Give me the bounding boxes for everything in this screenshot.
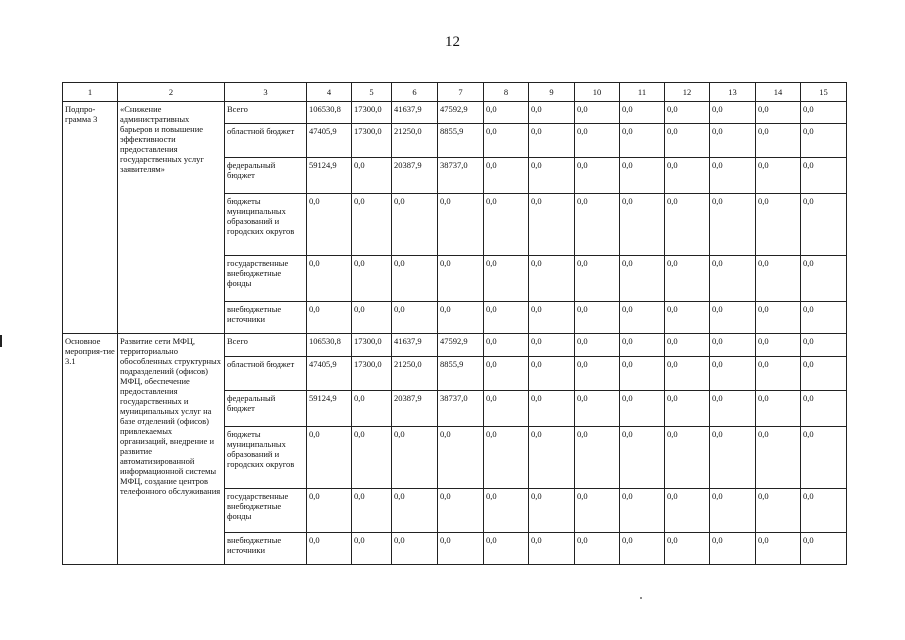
- value-cell: 0,0: [710, 194, 756, 256]
- header-cell: 4: [307, 83, 352, 102]
- value-cell: 0,0: [529, 158, 575, 194]
- value-cell: 0,0: [710, 391, 756, 427]
- value-cell: 59124,9: [307, 158, 352, 194]
- value-cell: 0,0: [529, 334, 575, 357]
- value-cell: 0,0: [801, 158, 847, 194]
- header-cell: 14: [756, 83, 801, 102]
- value-cell: 17300,0: [352, 334, 392, 357]
- value-cell: 0,0: [575, 533, 620, 565]
- value-cell: 0,0: [665, 427, 710, 489]
- value-cell: 0,0: [484, 194, 529, 256]
- value-cell: 38737,0: [438, 158, 484, 194]
- value-cell: 0,0: [352, 158, 392, 194]
- value-cell: 0,0: [484, 124, 529, 158]
- header-cell: 3: [225, 83, 307, 102]
- value-cell: 0,0: [801, 489, 847, 533]
- funding-source-cell: федеральный бюджет: [225, 391, 307, 427]
- value-cell: 0,0: [756, 357, 801, 391]
- value-cell: 0,0: [575, 427, 620, 489]
- value-cell: 0,0: [620, 533, 665, 565]
- value-cell: 0,0: [352, 391, 392, 427]
- header-cell: 11: [620, 83, 665, 102]
- value-cell: 0,0: [575, 102, 620, 124]
- header-cell: 9: [529, 83, 575, 102]
- value-cell: 0,0: [575, 194, 620, 256]
- funding-source-cell: государственные внебюджетные фонды: [225, 489, 307, 533]
- value-cell: 17300,0: [352, 102, 392, 124]
- value-cell: 0,0: [352, 302, 392, 334]
- value-cell: 0,0: [801, 102, 847, 124]
- header-cell: 8: [484, 83, 529, 102]
- subprogram-name-cell: Основное мероприя-тие 3.1: [63, 334, 118, 565]
- value-cell: 0,0: [801, 391, 847, 427]
- value-cell: 21250,0: [392, 124, 438, 158]
- funding-source-cell: внебюджетные источники: [225, 302, 307, 334]
- funding-source-cell: областной бюджет: [225, 124, 307, 158]
- header-cell: 15: [801, 83, 847, 102]
- value-cell: 0,0: [756, 158, 801, 194]
- value-cell: 0,0: [352, 194, 392, 256]
- value-cell: 0,0: [529, 357, 575, 391]
- funding-source-cell: государственные внебюджетные фонды: [225, 256, 307, 302]
- value-cell: 0,0: [392, 256, 438, 302]
- measure-description-cell: «Снижение административных барьеров и повышение эффективности предоставления государственных услуг заявителям»: [118, 102, 225, 334]
- value-cell: 0,0: [710, 256, 756, 302]
- value-cell: 0,0: [307, 489, 352, 533]
- value-cell: 8855,9: [438, 124, 484, 158]
- funding-source-cell: федеральный бюджет: [225, 158, 307, 194]
- value-cell: 0,0: [665, 194, 710, 256]
- value-cell: 0,0: [665, 357, 710, 391]
- value-cell: 20387,9: [392, 391, 438, 427]
- value-cell: 0,0: [575, 334, 620, 357]
- header-row: [63, 83, 847, 102]
- value-cell: 0,0: [352, 427, 392, 489]
- budget-table: [62, 82, 847, 565]
- header-cell: 6: [392, 83, 438, 102]
- value-cell: 59124,9: [307, 391, 352, 427]
- value-cell: 0,0: [484, 427, 529, 489]
- value-cell: 0,0: [438, 533, 484, 565]
- value-cell: 0,0: [307, 256, 352, 302]
- value-cell: 0,0: [484, 102, 529, 124]
- value-cell: 17300,0: [352, 357, 392, 391]
- value-cell: 0,0: [756, 256, 801, 302]
- value-cell: 0,0: [484, 357, 529, 391]
- value-cell: 0,0: [665, 489, 710, 533]
- value-cell: 47592,9: [438, 334, 484, 357]
- value-cell: 0,0: [801, 194, 847, 256]
- value-cell: 0,0: [484, 391, 529, 427]
- table-row: [63, 334, 847, 357]
- value-cell: 0,0: [438, 256, 484, 302]
- header-cell: 13: [710, 83, 756, 102]
- value-cell: 0,0: [665, 334, 710, 357]
- value-cell: 0,0: [438, 302, 484, 334]
- value-cell: 0,0: [484, 302, 529, 334]
- value-cell: 0,0: [756, 194, 801, 256]
- value-cell: 0,0: [352, 489, 392, 533]
- value-cell: 0,0: [665, 533, 710, 565]
- value-cell: 0,0: [620, 302, 665, 334]
- header-cell: 5: [352, 83, 392, 102]
- value-cell: 0,0: [484, 489, 529, 533]
- value-cell: 0,0: [710, 302, 756, 334]
- value-cell: 0,0: [529, 391, 575, 427]
- value-cell: 106530,8: [307, 334, 352, 357]
- value-cell: 0,0: [710, 489, 756, 533]
- value-cell: 0,0: [529, 489, 575, 533]
- header-cell: 7: [438, 83, 484, 102]
- value-cell: 0,0: [710, 158, 756, 194]
- value-cell: 0,0: [756, 489, 801, 533]
- value-cell: 0,0: [620, 391, 665, 427]
- value-cell: 0,0: [756, 391, 801, 427]
- value-cell: 0,0: [575, 124, 620, 158]
- value-cell: 0,0: [710, 357, 756, 391]
- value-cell: 47405,9: [307, 124, 352, 158]
- value-cell: 0,0: [620, 194, 665, 256]
- funding-source-cell: областной бюджет: [225, 357, 307, 391]
- value-cell: 106530,8: [307, 102, 352, 124]
- measure-description-cell: Развитие сети МФЦ, территориально обособленных структурных подразделений (офисов) МФЦ, обеспечение предоставления государственных и муниципальных услуг на базе отделений (офисов) привлекаемых организаций, внедрение и развитие автоматизированной информационной системы МФЦ, создание центров телефонного обслуживания: [118, 334, 225, 565]
- funding-source-cell: Всего: [225, 102, 307, 124]
- value-cell: 0,0: [710, 124, 756, 158]
- value-cell: 0,0: [756, 533, 801, 565]
- value-cell: 0,0: [392, 427, 438, 489]
- value-cell: 0,0: [307, 302, 352, 334]
- value-cell: 0,0: [801, 533, 847, 565]
- value-cell: 0,0: [352, 533, 392, 565]
- value-cell: 0,0: [620, 256, 665, 302]
- value-cell: 0,0: [484, 533, 529, 565]
- value-cell: 0,0: [756, 427, 801, 489]
- value-cell: 0,0: [307, 194, 352, 256]
- value-cell: 0,0: [392, 302, 438, 334]
- value-cell: 17300,0: [352, 124, 392, 158]
- value-cell: 0,0: [529, 427, 575, 489]
- value-cell: 0,0: [529, 533, 575, 565]
- value-cell: 0,0: [438, 489, 484, 533]
- value-cell: 0,0: [575, 158, 620, 194]
- value-cell: 0,0: [529, 256, 575, 302]
- value-cell: 0,0: [710, 334, 756, 357]
- value-cell: 41637,9: [392, 102, 438, 124]
- value-cell: 20387,9: [392, 158, 438, 194]
- value-cell: 0,0: [484, 334, 529, 357]
- header-cell: 1: [63, 83, 118, 102]
- funding-source-cell: бюджеты муниципальных образований и городских округов: [225, 194, 307, 256]
- value-cell: 0,0: [801, 256, 847, 302]
- header-cell: 12: [665, 83, 710, 102]
- value-cell: 0,0: [484, 256, 529, 302]
- value-cell: 0,0: [710, 102, 756, 124]
- value-cell: 0,0: [665, 102, 710, 124]
- funding-source-cell: внебюджетные источники: [225, 533, 307, 565]
- value-cell: 0,0: [620, 357, 665, 391]
- value-cell: 0,0: [801, 124, 847, 158]
- funding-source-cell: бюджеты муниципальных образований и городских округов: [225, 427, 307, 489]
- funding-source-cell: Всего: [225, 334, 307, 357]
- value-cell: 0,0: [665, 124, 710, 158]
- value-cell: 0,0: [710, 427, 756, 489]
- value-cell: 0,0: [484, 158, 529, 194]
- value-cell: 0,0: [438, 427, 484, 489]
- header-cell: 10: [575, 83, 620, 102]
- header-cell: 2: [118, 83, 225, 102]
- value-cell: 0,0: [352, 256, 392, 302]
- value-cell: 0,0: [575, 302, 620, 334]
- value-cell: 0,0: [575, 357, 620, 391]
- value-cell: 0,0: [575, 489, 620, 533]
- value-cell: 0,0: [392, 489, 438, 533]
- value-cell: 0,0: [307, 533, 352, 565]
- value-cell: 0,0: [756, 124, 801, 158]
- value-cell: 0,0: [756, 302, 801, 334]
- value-cell: 0,0: [620, 102, 665, 124]
- value-cell: 38737,0: [438, 391, 484, 427]
- value-cell: 0,0: [575, 256, 620, 302]
- value-cell: 0,0: [438, 194, 484, 256]
- value-cell: 0,0: [801, 334, 847, 357]
- value-cell: 0,0: [665, 256, 710, 302]
- value-cell: 8855,9: [438, 357, 484, 391]
- value-cell: 0,0: [620, 489, 665, 533]
- scan-speck: [640, 597, 642, 599]
- value-cell: 0,0: [801, 427, 847, 489]
- value-cell: 0,0: [756, 102, 801, 124]
- page-number: 12: [445, 34, 460, 50]
- value-cell: 0,0: [665, 391, 710, 427]
- value-cell: 0,0: [392, 194, 438, 256]
- table-row: [63, 102, 847, 124]
- value-cell: 0,0: [529, 194, 575, 256]
- value-cell: 0,0: [710, 533, 756, 565]
- subprogram-name-cell: Подпро-грамма 3: [63, 102, 118, 334]
- value-cell: 47592,9: [438, 102, 484, 124]
- value-cell: 21250,0: [392, 357, 438, 391]
- value-cell: 0,0: [801, 357, 847, 391]
- value-cell: 0,0: [392, 533, 438, 565]
- value-cell: 0,0: [620, 158, 665, 194]
- value-cell: 0,0: [529, 102, 575, 124]
- value-cell: 41637,9: [392, 334, 438, 357]
- value-cell: 47405,9: [307, 357, 352, 391]
- value-cell: 0,0: [575, 391, 620, 427]
- value-cell: 0,0: [529, 302, 575, 334]
- value-cell: 0,0: [620, 334, 665, 357]
- value-cell: 0,0: [307, 427, 352, 489]
- value-cell: 0,0: [665, 158, 710, 194]
- value-cell: 0,0: [620, 124, 665, 158]
- value-cell: 0,0: [620, 427, 665, 489]
- value-cell: 0,0: [801, 302, 847, 334]
- value-cell: 0,0: [665, 302, 710, 334]
- page-edge-mark: [0, 335, 2, 347]
- value-cell: 0,0: [529, 124, 575, 158]
- value-cell: 0,0: [756, 334, 801, 357]
